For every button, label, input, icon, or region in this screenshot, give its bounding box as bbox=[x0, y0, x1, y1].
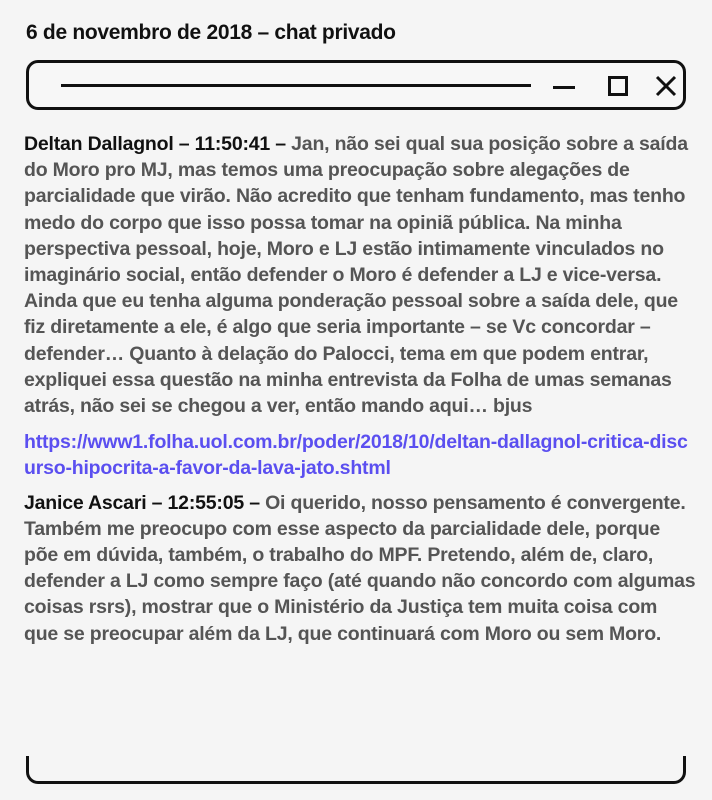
time-separator: – bbox=[244, 491, 266, 514]
sender-separator: – bbox=[146, 491, 168, 514]
message-time: 12:55:05 bbox=[167, 491, 244, 514]
message-text: Jan, não sei qual sua posição sobre a saída do Moro pro MJ, mas temos uma preocupação sobre alegações de parcialidade que virão. Não acredito que tenham fundamento, mas tenho medo do corpo que isso possa tomar na opiniã pública. Na minha perspectiva pessoal, hoje, Moro e LJ estão intimamente vinculados no imaginário social, então defender o Moro é defender a LJ e vice-versa. Ainda que eu tenha alguma ponderação pessoal sobre a saída dele, que fiz diretamente a ele, é algo que seria importante – se Vc concordar – defender… Quanto à delação do Palocci, tema em que podem entrar, expliquei essa questão na minha entrevista da Folha de umas semanas atrás, não sei se chegou a ver, então mando aqui… bjus bbox=[24, 133, 688, 418]
chat-date-header: 6 de novembro de 2018 – chat privado bbox=[26, 21, 396, 44]
time-separator: – bbox=[270, 133, 292, 155]
message-janice bbox=[24, 490, 696, 647]
window-title-bar bbox=[26, 60, 686, 110]
minimize-button[interactable] bbox=[549, 71, 579, 101]
title-bar-line bbox=[61, 84, 531, 87]
close-button[interactable] bbox=[651, 71, 681, 101]
close-icon bbox=[655, 75, 677, 97]
maximize-icon bbox=[608, 76, 628, 96]
maximize-button[interactable] bbox=[603, 71, 633, 101]
sender-separator: – bbox=[173, 133, 195, 155]
message-sender: Deltan Dallagnol bbox=[24, 133, 174, 155]
minimize-icon bbox=[553, 86, 575, 89]
message-text: Oi querido, nosso pensamento é convergente. Também me preocupo com esse aspecto da parcialidade dele, porque põe em dúvida, também, o trabalho do MPF. Pretendo, além de, claro, defender a LJ como sempre faço (até quando não concordo com algumas coisas rsrs), mostrar que o Ministério da Justiça tem muita coisa com que se preocupar além da LJ, que continuará com Moro ou sem Moro. bbox=[24, 491, 696, 645]
article-link[interactable]: https://www1.folha.uol.com.br/poder/2018/10/deltan-dallagnol-critica-discurso-hipocrita-a-favor-da-lava-jato.shtml bbox=[24, 431, 688, 480]
window-bottom-frame bbox=[26, 756, 686, 784]
chat-transcript bbox=[24, 131, 696, 647]
message-sender: Janice Ascari bbox=[24, 491, 147, 514]
message-deltan bbox=[24, 131, 696, 419]
message-time: 11:50:41 bbox=[194, 133, 271, 155]
